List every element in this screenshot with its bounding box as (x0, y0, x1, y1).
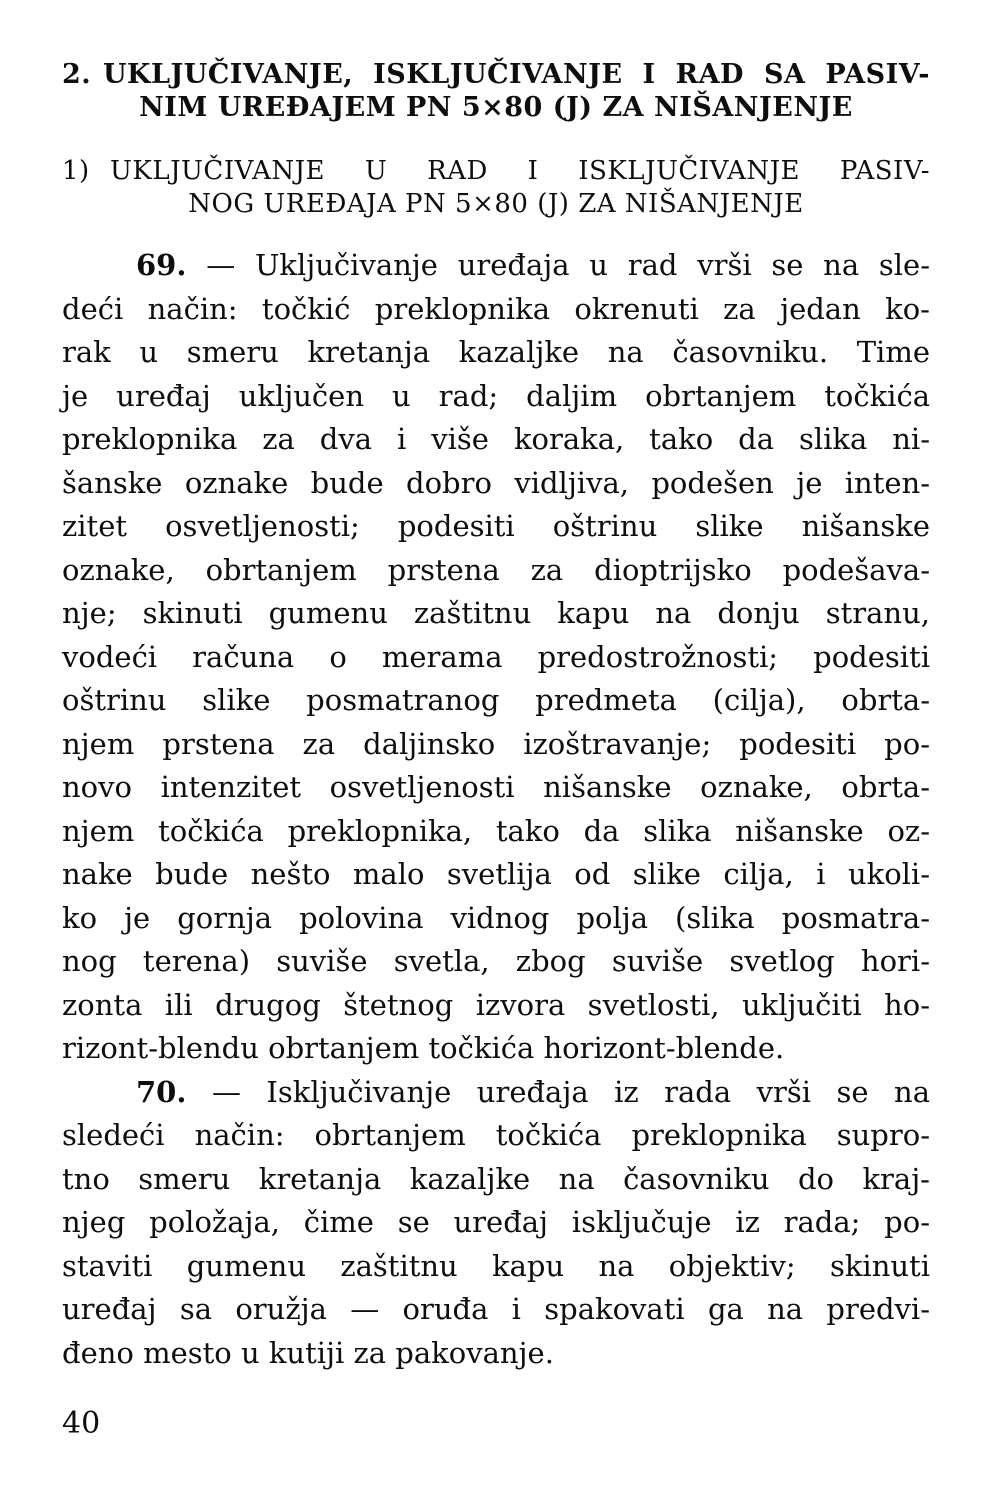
paragraph-69-line: rak u smeru kretanja kazaljke na časovniku. Time (62, 335, 930, 369)
paragraph-69-line: preklopnika za dva i više koraka, tako da slika ni- (62, 422, 930, 456)
paragraph-69-line: zitet osvetljenosti; podesiti oštrinu slike nišanske (62, 509, 930, 543)
paragraph-70-line: tno smeru kretanja kazaljke na časovniku do kraj- (62, 1161, 930, 1196)
paragraph-69-line: njem točkića preklopnika, tako da slika nišanske oz- (62, 813, 930, 848)
paragraph-69-line (62, 244, 930, 288)
subsection-heading (62, 155, 930, 221)
paragraph-69-line: rizont-blendu obrtanjem točkića horizont-blende. (62, 1031, 785, 1065)
paragraph-69-text: — Uključivanje uređaja u rad vrši se na sle- (206, 248, 930, 282)
paragraph-69-line: šanske oznake bude dobro vidljiva, podešen je inten- (62, 465, 930, 500)
section-heading-text: UKLJUČIVANJE, ISKLJUČIVANJE I RAD SA PASIV- (103, 59, 930, 90)
subsection-number: 1) (62, 156, 90, 186)
paragraph-69-line: oštrinu slike posmatranog predmeta (cilja), obrta- (62, 683, 930, 717)
paragraph-69-line: novo intenzitet osvetljenosti nišanske oznake, obrta- (62, 770, 930, 804)
section-number: 2. (62, 59, 92, 90)
section-heading-line1 (62, 58, 930, 91)
paragraph-69-line: ko je gornja polovina vidnog polja (slika posmatra- (62, 900, 930, 935)
paragraph-70-line: đeno mesto u kutiji za pakovanje. (62, 1335, 554, 1370)
paragraph-70-line: njeg položaja, čime se uređaj isključuje iz rada; po- (62, 1205, 930, 1239)
paragraph-69-line: njem prstena za daljinsko izoštravanje; podesiti po- (62, 726, 930, 761)
paragraph-70-line (62, 1071, 930, 1115)
page-number: 40 (62, 1406, 101, 1441)
paragraph-69-line: je uređaj uključen u rad; daljim obrtanjem točkića (62, 378, 930, 413)
paragraph-70-text: — Isključivanje uređaja iz rada vrši se na (211, 1074, 930, 1109)
paragraph-70-number: 70. (136, 1074, 187, 1109)
paragraph-69-line: nake bude nešto malo svetlija od slike cilja, i ukoli- (62, 857, 930, 891)
body-text (62, 244, 930, 1375)
paragraph-69-line: deći način: točkić preklopnika okrenuti za jedan ko- (62, 291, 930, 326)
paragraph-70-line: uređaj sa oružja — oruđa i spakovati ga na predvi- (62, 1292, 930, 1326)
subsection-heading-text: UKLJUČIVANJE U RAD I ISKLJUČIVANJE PASIV- (110, 156, 930, 186)
subsection-heading-line1 (62, 155, 930, 188)
section-heading (62, 58, 930, 124)
paragraph-70-line: sledeći način: obrtanjem točkića preklopnika supro- (62, 1118, 930, 1152)
paragraph-69-number: 69. (136, 248, 187, 282)
paragraph-69-line: oznake, obrtanjem prstena za dioptrijsko podešava- (62, 552, 930, 587)
paragraph-69-line: nog terena) suviše svetla, zbog suviše svetlog hori- (62, 944, 930, 978)
paragraph-69-line: nje; skinuti gumenu zaštitnu kapu na donju stranu, (62, 596, 930, 630)
paragraph-69-line: vodeći računa o merama predostrožnosti; podesiti (62, 639, 930, 674)
subsection-heading-line2: NOG UREĐAJA PN 5×80 (J) ZA NIŠANJENJE (188, 189, 804, 219)
section-heading-line2: NIM UREĐAJEM PN 5×80 (J) ZA NIŠANJENJE (139, 92, 853, 123)
paragraph-70-line: staviti gumenu zaštitnu kapu na objektiv; skinuti (62, 1248, 930, 1283)
paragraph-69-line: zonta ili drugog štetnog izvora svetlosti, uključiti ho- (62, 987, 930, 1022)
